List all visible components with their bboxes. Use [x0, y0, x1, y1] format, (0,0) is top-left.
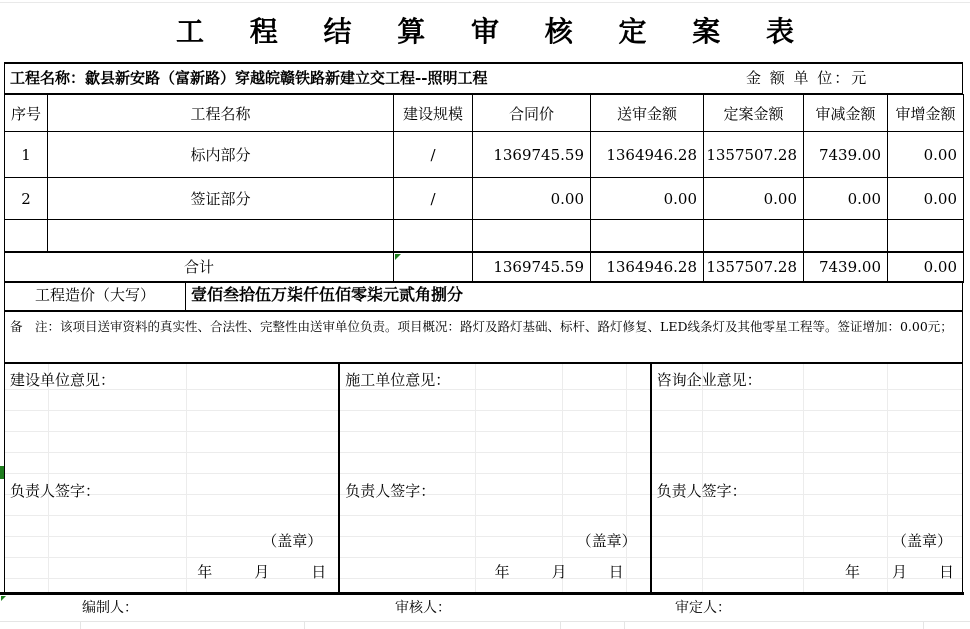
year-label: 年	[197, 563, 213, 581]
date-line	[495, 561, 624, 582]
sheet-gridline	[80, 621, 81, 629]
header-seq[interactable]: 序号	[5, 95, 48, 132]
seal-label: （盖章）	[262, 532, 323, 550]
settlement-table	[4, 94, 964, 283]
cell-submitted-amount[interactable]	[591, 220, 704, 252]
sheet-gridline	[304, 621, 305, 629]
cell-reduced-amount[interactable]	[804, 220, 888, 252]
amount-in-words-value[interactable]: 壹佰叁拾伍万柒仟伍佰零柒元贰角捌分	[191, 285, 464, 304]
cell-increased-amount[interactable]: 0.00	[888, 132, 964, 178]
cell-seq[interactable]: 2	[5, 178, 48, 220]
amount-in-words-row	[4, 281, 963, 312]
total-contract-price[interactable]: 1369745.59	[473, 252, 591, 282]
approver-label[interactable]: 审定人：	[675, 600, 731, 616]
cell-increased-amount[interactable]: 0.00	[888, 178, 964, 220]
error-indicator-icon	[0, 466, 4, 479]
table-row	[5, 178, 964, 220]
sheet-gridline	[702, 364, 703, 592]
cell-project[interactable]	[48, 220, 394, 252]
sheet-gridline	[562, 364, 563, 592]
header-submitted-amount[interactable]: 送审金额	[591, 95, 704, 132]
remark-text: 该项目送审资料的真实性、合法性、完整性由送审单位负责。项目概况：路灯及路灯基础、标杆、路灯修复、LED线条灯及其他零星工程等。签证增加：0.00元；	[60, 319, 953, 334]
total-submitted-amount[interactable]: 1364946.28	[591, 252, 704, 282]
table-header-row	[5, 95, 964, 132]
opinion-title: 咨询企业意见：	[656, 371, 762, 389]
total-reduced-amount[interactable]: 7439.00	[804, 252, 888, 282]
table-row-empty	[5, 220, 964, 252]
total-final-amount[interactable]: 1357507.28	[704, 252, 804, 282]
cell-project[interactable]: 签证部分	[48, 178, 394, 220]
cell-scale[interactable]: /	[394, 178, 473, 220]
cell-contract-price[interactable]: 1369745.59	[473, 132, 591, 178]
opinion-title: 建设单位意见：	[10, 371, 116, 389]
project-name-label: 工程名称：	[10, 69, 86, 87]
month-label: 月	[254, 563, 270, 581]
remark-row[interactable]	[4, 312, 963, 364]
opinion-box-consulting-firm[interactable]	[650, 364, 962, 592]
cell-submitted-amount[interactable]: 1364946.28	[591, 132, 704, 178]
sign-label: 负责人签字：	[656, 482, 747, 500]
sheet-gridline	[0, 2, 970, 3]
cell-project[interactable]: 标内部分	[48, 132, 394, 178]
sheet-gridline	[0, 621, 970, 622]
sign-label: 负责人签字：	[10, 482, 101, 500]
sheet-gridline	[560, 621, 561, 629]
date-line	[845, 561, 954, 582]
day-label: 日	[938, 563, 954, 581]
preparer-label[interactable]: 编制人：	[82, 600, 138, 616]
project-info-row[interactable]	[4, 62, 963, 94]
project-name	[10, 64, 487, 93]
sheet-gridline	[626, 364, 627, 592]
sheet-gridline	[624, 621, 625, 629]
cell-final-amount[interactable]	[704, 220, 804, 252]
cell-scale[interactable]	[394, 220, 473, 252]
total-scale-cell[interactable]	[394, 252, 473, 282]
cell-final-amount[interactable]: 0.00	[704, 178, 804, 220]
cell-seq[interactable]	[5, 220, 48, 252]
cell-contract-price[interactable]: 0.00	[473, 178, 591, 220]
year-label: 年	[844, 563, 860, 581]
header-increased-amount[interactable]: 审增金额	[888, 95, 964, 132]
month-label: 月	[551, 563, 567, 581]
error-indicator-icon	[1, 596, 6, 601]
sheet-gridline	[803, 364, 804, 592]
section-divider	[0, 592, 964, 595]
total-label-cell[interactable]	[5, 252, 394, 282]
cell-final-amount[interactable]: 1357507.28	[704, 132, 804, 178]
footer-row	[4, 596, 963, 621]
sheet-gridline	[475, 364, 476, 592]
error-indicator-icon	[395, 254, 401, 260]
amount-in-words-label[interactable]: 工程造价（大写）	[5, 281, 186, 310]
header-project[interactable]: 工程名称	[48, 95, 394, 132]
remark-label: 备 注：	[10, 319, 61, 334]
cell-increased-amount[interactable]	[888, 220, 964, 252]
header-contract-price[interactable]: 合同价	[473, 95, 591, 132]
day-label: 日	[608, 563, 624, 581]
reviewer-label[interactable]: 审核人：	[395, 600, 451, 616]
cell-seq[interactable]: 1	[5, 132, 48, 178]
header-scale[interactable]: 建设规模	[394, 95, 473, 132]
seal-label: （盖章）	[891, 532, 952, 550]
opinion-box-construction-unit[interactable]	[5, 364, 338, 592]
table-row	[5, 132, 964, 178]
project-name-value: 歙县新安路（富新路）穿越皖赣铁路新建立交工程--照明工程	[85, 69, 488, 87]
sheet-gridline	[923, 621, 924, 629]
header-final-amount[interactable]: 定案金额	[704, 95, 804, 132]
total-label: 合计	[183, 258, 214, 276]
page-title: 工 程 结 算 审 核 定 案 表	[176, 15, 812, 48]
sign-label: 负责人签字：	[345, 482, 436, 500]
sheet-gridline	[887, 364, 888, 592]
opinion-title: 施工单位意见：	[345, 371, 451, 389]
cell-contract-price[interactable]	[473, 220, 591, 252]
cell-reduced-amount[interactable]: 7439.00	[804, 132, 888, 178]
table-row-total	[5, 252, 964, 282]
seal-label: （盖章）	[576, 532, 637, 550]
sheet-gridline	[186, 364, 187, 592]
sheet-gridline	[48, 364, 49, 592]
cell-submitted-amount[interactable]: 0.00	[591, 178, 704, 220]
total-increased-amount[interactable]: 0.00	[888, 252, 964, 282]
year-label: 年	[494, 563, 510, 581]
month-label: 月	[891, 563, 907, 581]
opinion-box-contractor-unit[interactable]	[338, 364, 649, 592]
cell-scale[interactable]: /	[394, 132, 473, 178]
day-label: 日	[311, 563, 327, 581]
amount-unit-label: 金 额 单 位：元	[746, 69, 869, 87]
header-reduced-amount[interactable]: 审减金额	[804, 95, 888, 132]
cell-reduced-amount[interactable]: 0.00	[804, 178, 888, 220]
opinion-section	[4, 364, 963, 592]
date-line	[197, 561, 326, 582]
